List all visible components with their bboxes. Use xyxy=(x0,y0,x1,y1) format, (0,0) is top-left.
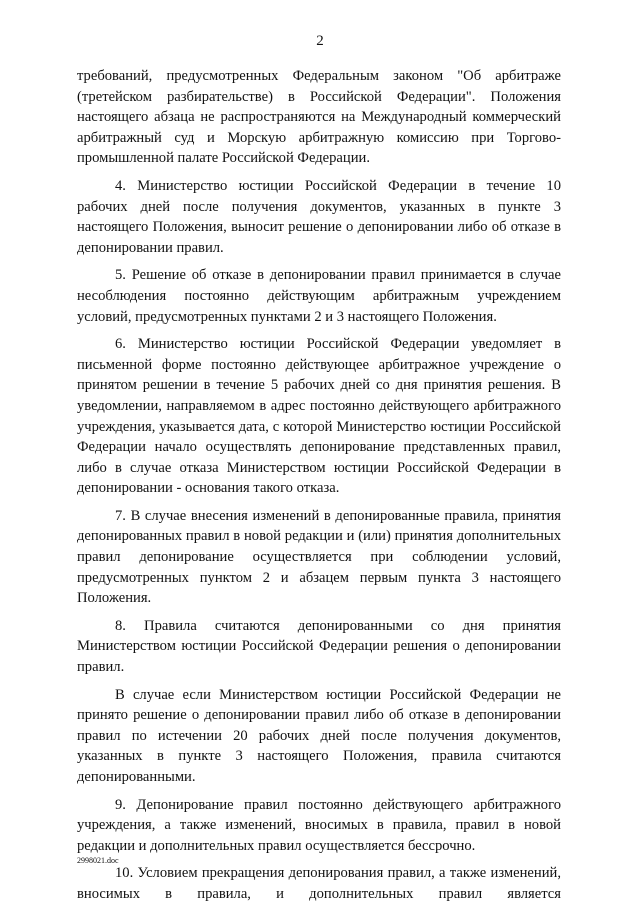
paragraph-item-9: 9. Депонирование правил постоянно действующего арбитражного учреждения, а также изменений, вносимых в правила, правил в новой редакции и дополнительных правил осуществляется бессрочно. xyxy=(77,796,561,854)
page-number: 2 xyxy=(316,33,324,49)
paragraph-continuation: требований, предусмотренных Федеральным законом "Об арбитраже (третейском разбирательстве) в Российской Федерации". Положения настоящего абзаца не распространяются на Международный коммерческий арбитражный суд и Морскую арбитражную комиссию при Торгово-промышленной палате Российской Федерации. xyxy=(77,68,561,167)
paragraph-item-5: 5. Решение об отказе в депонировании правил принимается в случае несоблюдения постоянно действующим арбитражным учреждением условий, предусмотренных пунктами 2 и 3 настоящего Положения. xyxy=(77,267,561,325)
paragraph-item-6: 6. Министерство юстиции Российской Федерации уведомляет в письменной форме постоянно действующее арбитражное учреждение о принятом решении в течение 5 рабочих дней со дня принятия решения. В уведомлении, направляемом в адрес постоянно действующего арбитражного учреждения, указывается дата, с которой Министерство юстиции Российской Федерации начало осуществлять депонирование представленных правил, либо в случае отказа Министерством юстиции Российской Федерации в депонировании - основания такого отказа. xyxy=(77,336,561,497)
paragraph-item-4: 4. Министерство юстиции Российской Федерации в течение 10 рабочих дней после получения документов, указанных в пункте 3 настоящего Положения, выносит решение о депонировании либо об отказе в депонировании правил. xyxy=(77,177,561,256)
footer-file-name: 2998021.doc xyxy=(77,856,119,865)
document-body xyxy=(77,66,561,912)
paragraph-item-8-second: В случае если Министерством юстиции Российской Федерации не принято решение о депонировании правил либо об отказе в депонировании правил по истечении 20 рабочих дней после получения документов, указанных в пункте 3 настоящего Положения, правила считаются депонированными. xyxy=(77,686,561,785)
paragraph-item-10: 10. Условием прекращения депонирования правил, а также изменений, вносимых в правила, и дополнительных правил является xyxy=(77,865,561,902)
paragraph-item-8: 8. Правила считаются депонированными со дня принятия Министерством юстиции Российской Федерации решения о депонировании правил. xyxy=(77,617,561,676)
paragraph-item-7: 7. В случае внесения изменений в депонированные правила, принятия депонированных правил в новой редакции и (или) принятия дополнительных правил депонирование осуществляется при соблюдении условий, предусмотренных пунктом 2 и абзацем первым пункта 3 настоящего Положения. xyxy=(77,507,561,607)
